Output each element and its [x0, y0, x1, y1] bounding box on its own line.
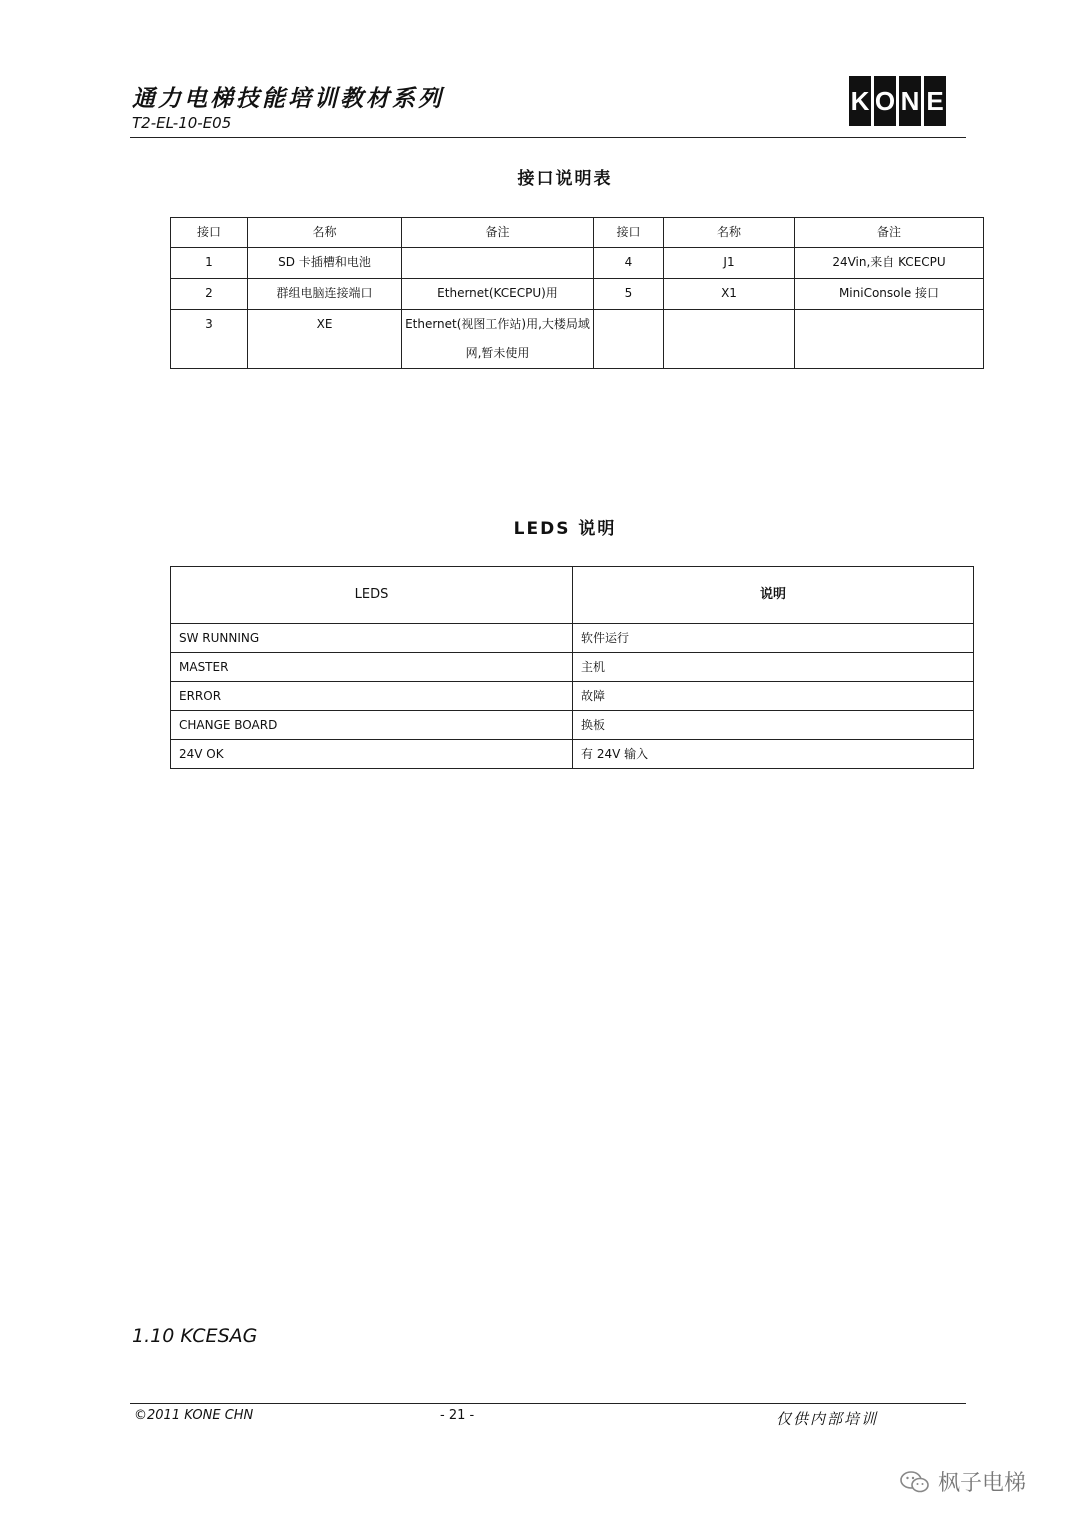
logo-letter: E	[924, 76, 946, 126]
watermark	[900, 1466, 1026, 1497]
table-cell: ERROR	[171, 682, 573, 711]
footer-rule	[130, 1403, 966, 1404]
table-cell: 主机	[573, 653, 974, 682]
interface-table	[170, 217, 984, 369]
table-cell: Ethernet(视图工作站)用,大楼局域网,暂未使用	[402, 310, 594, 369]
table-cell: 换板	[573, 711, 974, 740]
table-cell: MASTER	[171, 653, 573, 682]
table-row	[171, 248, 984, 279]
table-cell	[594, 310, 664, 369]
column-header: 备注	[402, 218, 594, 248]
section-heading: 1.10 KCESAG	[132, 1325, 258, 1347]
table-header-row	[171, 218, 984, 248]
table-cell: SD 卡插槽和电池	[248, 248, 402, 279]
table-cell: MiniConsole 接口	[795, 279, 984, 310]
watermark-text: 枫子电梯	[938, 1471, 1027, 1496]
header-rule	[130, 137, 966, 138]
table-cell: 2	[171, 279, 248, 310]
column-header: LEDS	[171, 567, 573, 624]
table-cell: 24V OK	[171, 740, 573, 769]
document-code: T2-EL-10-E05	[132, 114, 232, 132]
table-row	[171, 624, 974, 653]
table-cell: J1	[664, 248, 795, 279]
table-cell: 5	[594, 279, 664, 310]
column-header: 接口	[171, 218, 248, 248]
table-row	[171, 310, 984, 369]
column-header: 名称	[664, 218, 795, 248]
table-cell: 群组电脑连接端口	[248, 279, 402, 310]
table-cell: X1	[664, 279, 795, 310]
table-cell: 故障	[573, 682, 974, 711]
table-row	[171, 279, 984, 310]
table-row	[171, 682, 974, 711]
leds-table	[170, 566, 974, 769]
table-row	[171, 740, 974, 769]
column-header: 备注	[795, 218, 984, 248]
table-cell: SW RUNNING	[171, 624, 573, 653]
interface-table-title: 接口说明表	[517, 169, 613, 189]
table-cell: 有 24V 输入	[573, 740, 974, 769]
logo-letter: O	[874, 76, 896, 126]
table-cell	[402, 248, 594, 279]
wechat-icon	[900, 1471, 930, 1493]
table-cell: 1	[171, 248, 248, 279]
footer-copyright: ©2011 KONE CHN	[134, 1408, 254, 1423]
table-cell: CHANGE BOARD	[171, 711, 573, 740]
table-row	[171, 653, 974, 682]
table-cell: 软件运行	[573, 624, 974, 653]
table-cell: XE	[248, 310, 402, 369]
table-cell: Ethernet(KCECPU)用	[402, 279, 594, 310]
table-cell	[795, 310, 984, 369]
document-series-title: 通力电梯技能培训教材系列	[132, 86, 444, 112]
logo-letter: N	[899, 76, 921, 126]
leds-table-title: LEDS 说明	[513, 519, 617, 539]
table-header-row	[171, 567, 974, 624]
table-cell: 24Vin,来自 KCECPU	[795, 248, 984, 279]
footer-page-number: - 21 -	[440, 1408, 475, 1423]
logo-letter: K	[849, 76, 871, 126]
column-header: 名称	[248, 218, 402, 248]
kone-logo	[849, 76, 949, 126]
column-header: 接口	[594, 218, 664, 248]
table-cell: 3	[171, 310, 248, 369]
table-cell	[664, 310, 795, 369]
table-cell: 4	[594, 248, 664, 279]
footer-note: 仅供内部培训	[776, 1410, 879, 1428]
table-row	[171, 711, 974, 740]
column-header: 说明	[573, 567, 974, 624]
